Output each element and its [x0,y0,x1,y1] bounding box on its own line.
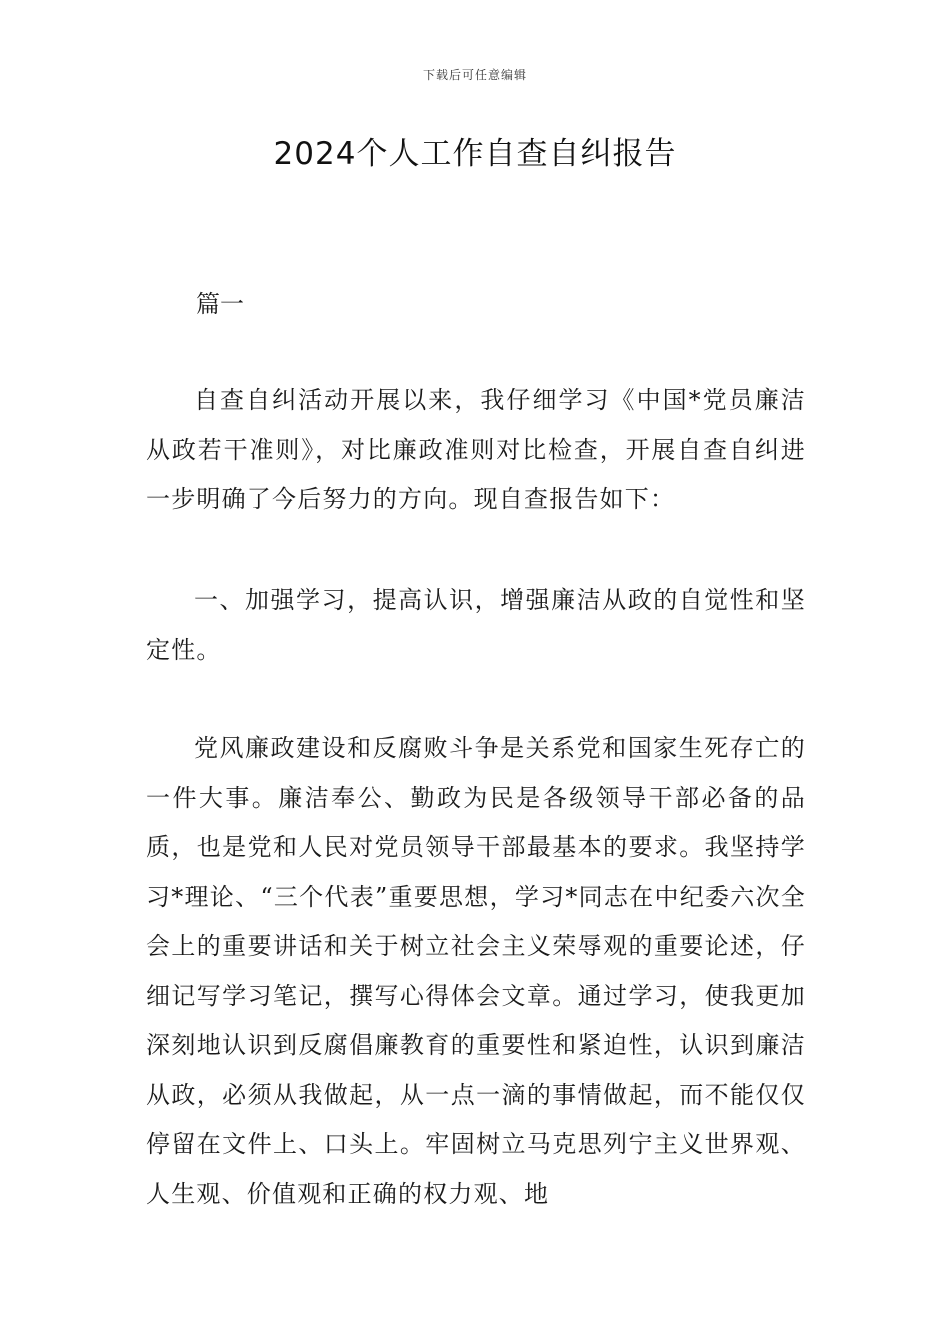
paragraph-intro: 自查自纠活动开展以来，我仔细学习《中国*党员廉洁从政若干准则》，对比廉政准则对比检查，开展自查自纠进一步明确了今后努力的方向。现自查报告如下： [146,386,806,513]
paragraph-body: 党风廉政建设和反腐败斗争是关系党和国家生死存亡的一件大事。廉洁奉公、勤政为民是各级领导干部必备的品质，也是党和人民对党员领导干部最基本的要求。我坚持学习*理论、“三个代表”重要思想，学习*同志在中纪委六次全会上的重要讲话和关于树立社会主义荣辱观的重要论述，仔细记写学习笔记，撰写心得体会文章。通过学习，使我更加深刻地认识到反腐倡廉教育的重要性和紧迫性，认识到廉洁从政，必须从我做起，从一点一滴的事情做起，而不能仅仅停留在文件上、口头上。牢固树立马克思列宁主义世界观、人生观、价值观和正确的权力观、地 [146,734,806,1208]
document-title: 2024个人工作自查自纠报告 [273,136,677,172]
section-label: 篇一 [196,290,244,318]
header-note: 下载后可任意编辑 [422,68,527,82]
paragraph-heading-one: 一、加强学习，提高认识，增强廉洁从政的自觉性和坚定性。 [146,586,806,664]
